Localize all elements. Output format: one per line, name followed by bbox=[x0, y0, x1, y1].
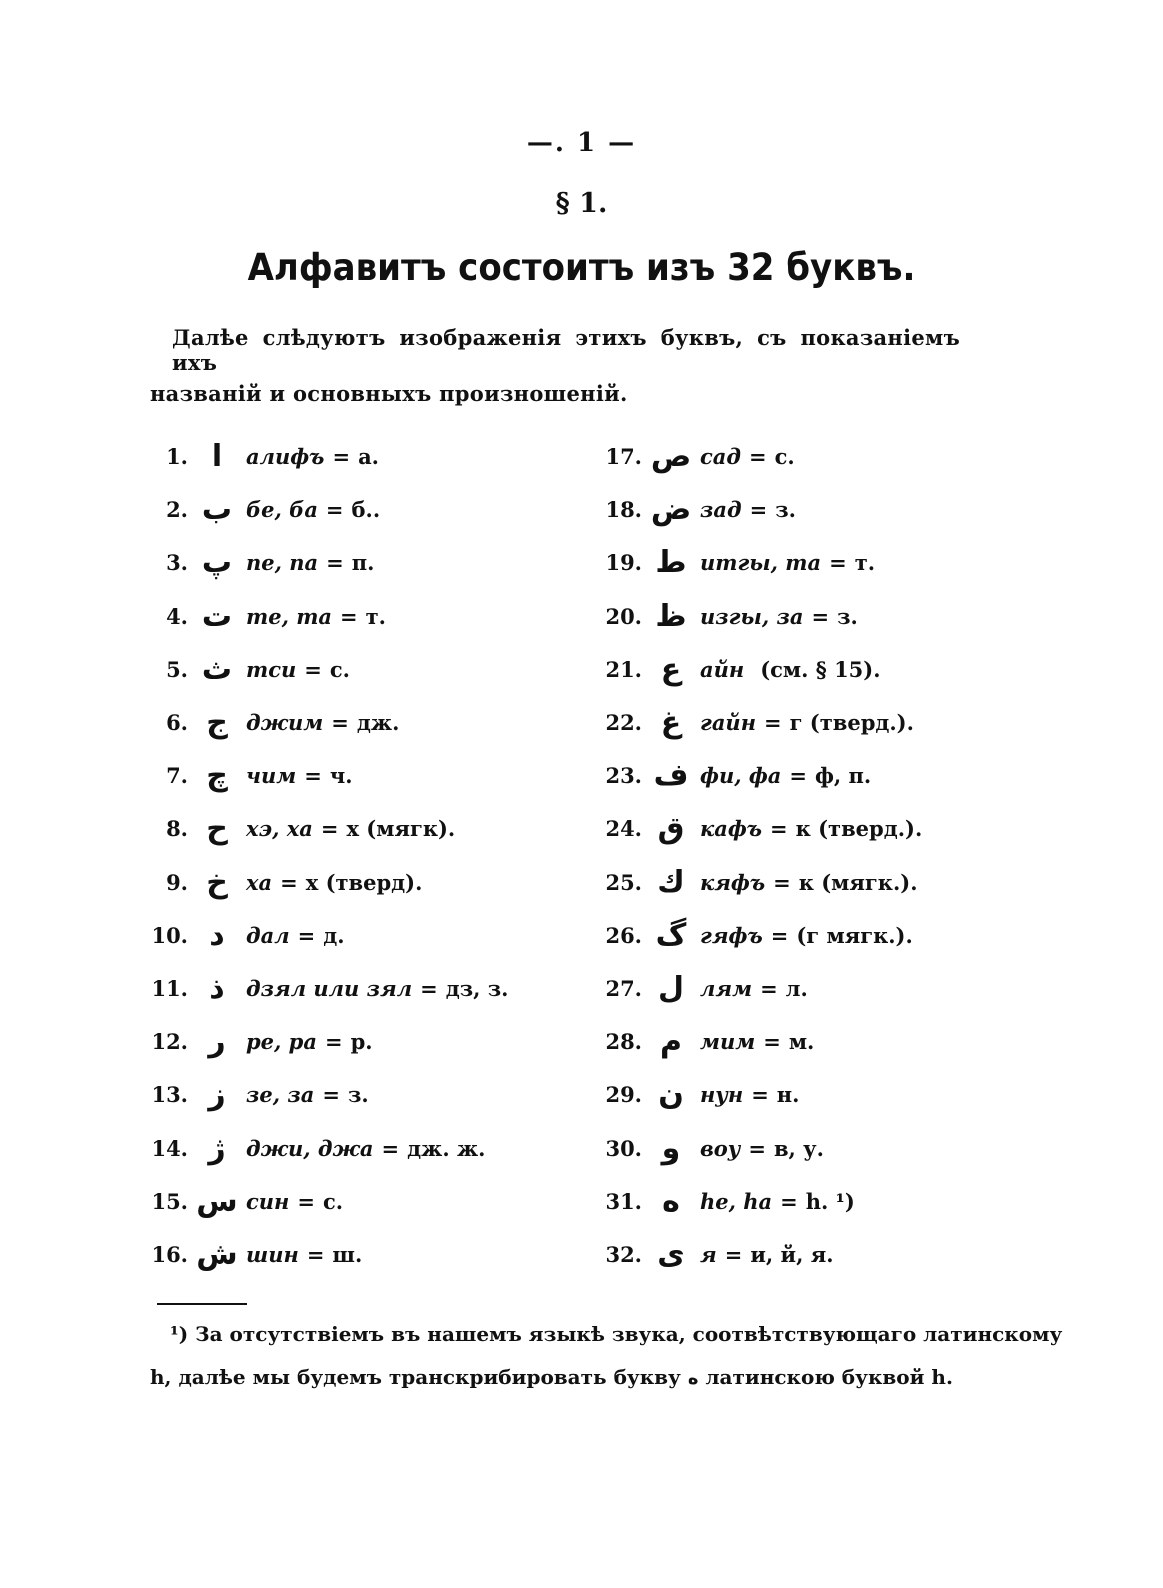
letter-sound: б.. bbox=[351, 497, 381, 523]
letter-sound: н. bbox=[776, 1082, 800, 1108]
arabic-letter: ط bbox=[655, 545, 687, 581]
equals-sign: = bbox=[780, 1188, 798, 1214]
letter-name: алифъ bbox=[246, 444, 325, 470]
equals-sign: = bbox=[304, 656, 322, 682]
arabic-letter: ظ bbox=[655, 598, 687, 634]
arabic-letter: ف bbox=[653, 758, 689, 794]
letter-entry bbox=[140, 643, 508, 696]
letter-number: 29. bbox=[605, 1082, 642, 1108]
letter-number: 28. bbox=[605, 1029, 642, 1055]
letter-sound: к (мягк.). bbox=[798, 869, 918, 895]
letter-number: 8. bbox=[166, 816, 188, 842]
letter-sound: ш. bbox=[332, 1241, 363, 1267]
letter-name: воу bbox=[700, 1135, 741, 1161]
letter-name: гяфъ bbox=[700, 922, 763, 948]
letter-entry bbox=[140, 1068, 508, 1121]
arabic-letter: گ bbox=[655, 917, 687, 953]
letter-sound: ф, п. bbox=[814, 763, 872, 789]
alphabet-column-left bbox=[140, 430, 508, 1281]
arabic-letter: د bbox=[209, 917, 225, 953]
letter-number: 12. bbox=[151, 1029, 188, 1055]
equals-sign: = bbox=[763, 1029, 781, 1055]
equals-sign: = bbox=[325, 497, 344, 523]
arabic-letter: ك bbox=[657, 864, 685, 900]
letter-name: итгы, та bbox=[700, 550, 822, 576]
arabic-letter: ح bbox=[206, 811, 228, 847]
equals-sign: = bbox=[280, 869, 298, 895]
letter-number: 6. bbox=[166, 710, 188, 736]
equals-sign: = bbox=[324, 1029, 343, 1055]
letter-number: 1. bbox=[166, 444, 188, 470]
letter-entry bbox=[590, 483, 922, 536]
letter-number: 16. bbox=[151, 1241, 188, 1267]
arabic-letter: ن bbox=[658, 1077, 684, 1113]
arabic-letter: ذ bbox=[209, 970, 225, 1006]
letter-sound: дж. bbox=[356, 710, 400, 736]
arabic-letter: ل bbox=[657, 970, 685, 1006]
letter-name: айн bbox=[700, 656, 745, 682]
arabic-letter: ش bbox=[196, 1236, 238, 1272]
arabic-letter: خ bbox=[206, 864, 228, 900]
letter-number: 17. bbox=[605, 444, 642, 470]
letter-entry bbox=[590, 696, 922, 749]
letter-sound: х (тверд). bbox=[305, 869, 423, 895]
letter-number: 13. bbox=[151, 1082, 188, 1108]
letter-name: зе, за bbox=[246, 1082, 315, 1108]
footnote-line-2-end: латинскою буквой h. bbox=[705, 1365, 953, 1389]
letter-sound: т. bbox=[854, 550, 876, 576]
letter-entry bbox=[140, 696, 508, 749]
letter-name: фи, фа bbox=[700, 763, 782, 789]
letter-entry bbox=[140, 749, 508, 802]
arabic-letter: ب bbox=[201, 492, 233, 528]
arabic-letter: چ bbox=[206, 758, 228, 794]
letter-sound: дж. ж. bbox=[407, 1135, 486, 1161]
arabic-letter: ز bbox=[208, 1077, 226, 1113]
letter-number: 10. bbox=[151, 922, 188, 948]
letter-sound: и, й, я. bbox=[750, 1241, 834, 1267]
letter-sound: л. bbox=[785, 975, 808, 1001]
equals-sign: = bbox=[326, 550, 344, 576]
letter-sound: д. bbox=[323, 922, 345, 948]
letter-sound: р. bbox=[350, 1029, 373, 1055]
letter-number: 3. bbox=[166, 550, 188, 576]
equals-sign: = bbox=[306, 1241, 325, 1267]
footnote-divider bbox=[157, 1303, 247, 1305]
letter-name: изгы, за bbox=[700, 603, 804, 629]
letter-name: ре, ра bbox=[246, 1029, 317, 1055]
letter-entry bbox=[140, 536, 508, 589]
arabic-letter: ر bbox=[208, 1024, 226, 1060]
intro-line-2: названій и основныхъ произношеній. bbox=[150, 381, 628, 406]
letter-entry bbox=[590, 749, 922, 802]
letter-entry bbox=[140, 1228, 508, 1281]
equals-sign: = bbox=[322, 1082, 341, 1108]
letter-number: 2. bbox=[166, 497, 188, 523]
letter-sound: с. bbox=[774, 444, 795, 470]
letter-sound: в, у. bbox=[773, 1135, 824, 1161]
letter-sound: т. bbox=[365, 603, 386, 629]
letter-entry bbox=[140, 909, 508, 962]
arabic-letter: ع bbox=[660, 651, 682, 687]
alphabet-column-right bbox=[590, 430, 922, 1281]
section-mark: § 1. bbox=[555, 188, 608, 219]
letter-entry bbox=[590, 962, 922, 1015]
letter-name: гайн bbox=[700, 710, 756, 736]
letter-number: 26. bbox=[605, 922, 642, 948]
letter-entry bbox=[140, 483, 508, 536]
letter-entry bbox=[590, 1015, 922, 1068]
arabic-letter: و bbox=[661, 1130, 681, 1166]
letter-sound: з. bbox=[775, 497, 796, 523]
letter-name: лям bbox=[700, 975, 753, 1001]
letter-number: 32. bbox=[605, 1241, 642, 1267]
letter-name: я bbox=[700, 1241, 717, 1267]
letter-name: пе, па bbox=[246, 550, 319, 576]
footnote-he-glyph: ه bbox=[687, 1368, 699, 1389]
letter-entry bbox=[590, 856, 922, 909]
equals-sign: = bbox=[829, 550, 847, 576]
letter-entry bbox=[140, 856, 508, 909]
letter-name: шин bbox=[246, 1241, 299, 1267]
letter-entry bbox=[590, 536, 922, 589]
letter-sound: п. bbox=[351, 550, 375, 576]
equals-sign: = bbox=[773, 869, 791, 895]
equals-sign: = bbox=[332, 444, 351, 470]
letter-name: нун bbox=[700, 1082, 744, 1108]
equals-sign: = bbox=[749, 444, 767, 470]
letter-entry bbox=[140, 802, 508, 855]
equals-sign: = bbox=[381, 1135, 400, 1161]
letter-number: 7. bbox=[166, 763, 188, 789]
arabic-letter: ا bbox=[211, 439, 223, 475]
letter-number: 31. bbox=[605, 1188, 642, 1214]
equals-sign: = bbox=[749, 497, 768, 523]
arabic-letter: ژ bbox=[208, 1130, 226, 1166]
equals-sign: = bbox=[297, 1188, 315, 1214]
letter-name: дал bbox=[246, 922, 290, 948]
arabic-letter: ص bbox=[650, 439, 692, 475]
letter-name: кяфъ bbox=[700, 869, 766, 895]
letter-entry bbox=[590, 590, 922, 643]
letter-name: те, та bbox=[246, 603, 333, 629]
page-heading: Алфавитъ состоитъ изъ 32 буквъ. bbox=[247, 246, 916, 289]
letter-entry bbox=[590, 802, 922, 855]
letter-number: 24. bbox=[605, 816, 642, 842]
arabic-letter: غ bbox=[660, 705, 682, 741]
arabic-letter: ض bbox=[650, 492, 692, 528]
letter-name: мим bbox=[700, 1029, 756, 1055]
letter-number: 20. bbox=[605, 603, 642, 629]
letter-number: 21. bbox=[605, 656, 642, 682]
page-number: —. 1 — bbox=[526, 128, 637, 158]
footnote-line-2-start: h, далѣе мы будемъ транскрибировать букву bbox=[150, 1365, 681, 1389]
arabic-letter: ت bbox=[201, 598, 233, 634]
equals-sign: = bbox=[320, 816, 339, 842]
letter-entry bbox=[140, 1015, 508, 1068]
letter-name: зад bbox=[700, 497, 742, 523]
letter-sound: (см. § 15). bbox=[760, 656, 881, 682]
letter-number: 30. bbox=[605, 1135, 642, 1161]
equals-sign: = bbox=[724, 1241, 743, 1267]
letter-entry bbox=[590, 1068, 922, 1121]
letter-name: сад bbox=[700, 444, 741, 470]
letter-sound: дз, з. bbox=[445, 975, 509, 1001]
arabic-letter: ث bbox=[201, 651, 233, 687]
arabic-letter: پ bbox=[201, 545, 233, 581]
equals-sign: = bbox=[760, 975, 778, 1001]
arabic-letter: ج bbox=[206, 705, 228, 741]
footnote-line-1: ¹) За отсутствіемъ въ нашемъ языкѣ звука, соотвѣтствующаго латинскому bbox=[170, 1322, 1063, 1346]
letter-entry bbox=[140, 1175, 508, 1228]
letter-number: 18. bbox=[605, 497, 642, 523]
letter-sound: (г мягк.). bbox=[796, 922, 913, 948]
equals-sign: = bbox=[297, 922, 316, 948]
equals-sign: = bbox=[764, 710, 782, 736]
letter-sound: а. bbox=[358, 444, 379, 470]
letter-number: 11. bbox=[151, 975, 188, 1001]
letter-number: 4. bbox=[166, 603, 188, 629]
equals-sign: = bbox=[770, 922, 789, 948]
letter-name: чим bbox=[246, 763, 297, 789]
intro-line-1: Далѣе слѣдуютъ изображенія этихъ буквъ, съ показаніемъ ихъ bbox=[172, 325, 960, 375]
arabic-letter: ه bbox=[662, 1183, 680, 1219]
letter-number: 5. bbox=[166, 656, 188, 682]
letter-name: he, ha bbox=[700, 1188, 773, 1214]
letter-entry bbox=[140, 430, 508, 483]
equals-sign: = bbox=[340, 603, 358, 629]
arabic-letter: ى bbox=[657, 1236, 685, 1272]
equals-sign: = bbox=[811, 603, 830, 629]
letter-entry bbox=[590, 643, 922, 696]
arabic-letter: س bbox=[196, 1183, 238, 1219]
letter-entry bbox=[590, 909, 922, 962]
letter-sound: к (тверд.). bbox=[795, 816, 923, 842]
letter-name: бе, ба bbox=[246, 497, 318, 523]
letter-sound: с. bbox=[322, 1188, 344, 1214]
equals-sign: = bbox=[770, 816, 788, 842]
letter-number: 14. bbox=[151, 1135, 188, 1161]
letter-sound: з. bbox=[348, 1082, 369, 1108]
equals-sign: = bbox=[751, 1082, 769, 1108]
footnote-line-2 bbox=[150, 1365, 960, 1389]
equals-sign: = bbox=[420, 975, 438, 1001]
letter-name: ха bbox=[246, 869, 273, 895]
letter-name: кафъ bbox=[700, 816, 763, 842]
letter-sound: х (мягк). bbox=[346, 816, 456, 842]
letter-number: 27. bbox=[605, 975, 642, 1001]
equals-sign: = bbox=[789, 763, 807, 789]
letter-sound: h. ¹) bbox=[805, 1188, 855, 1214]
letter-sound: з. bbox=[837, 603, 858, 629]
letter-name: тси bbox=[246, 656, 297, 682]
letter-entry bbox=[140, 962, 508, 1015]
arabic-letter: ق bbox=[657, 811, 685, 847]
arabic-letter: م bbox=[660, 1024, 682, 1060]
letter-name: джи, джа bbox=[246, 1135, 374, 1161]
letter-name: син bbox=[246, 1188, 290, 1214]
letter-number: 15. bbox=[151, 1188, 188, 1214]
letter-number: 19. bbox=[605, 550, 642, 576]
equals-sign: = bbox=[748, 1135, 766, 1161]
letter-number: 22. bbox=[605, 710, 642, 736]
letter-entry bbox=[590, 430, 922, 483]
equals-sign: = bbox=[304, 763, 322, 789]
letter-entry bbox=[590, 1175, 922, 1228]
letter-name: хэ, ха bbox=[246, 816, 313, 842]
letter-entry bbox=[590, 1121, 922, 1174]
letter-number: 9. bbox=[166, 869, 188, 895]
letter-entry bbox=[590, 1228, 922, 1281]
equals-sign: = bbox=[331, 710, 349, 736]
letter-sound: ч. bbox=[329, 763, 353, 789]
letter-name: дзял или зял bbox=[246, 975, 413, 1001]
letter-name: джим bbox=[246, 710, 324, 736]
letter-sound: г (тверд.). bbox=[789, 710, 914, 736]
letter-sound: м. bbox=[788, 1029, 815, 1055]
letter-sound: с. bbox=[329, 656, 350, 682]
letter-entry bbox=[140, 590, 508, 643]
letter-number: 25. bbox=[605, 869, 642, 895]
letter-entry bbox=[140, 1121, 508, 1174]
letter-number: 23. bbox=[605, 763, 642, 789]
